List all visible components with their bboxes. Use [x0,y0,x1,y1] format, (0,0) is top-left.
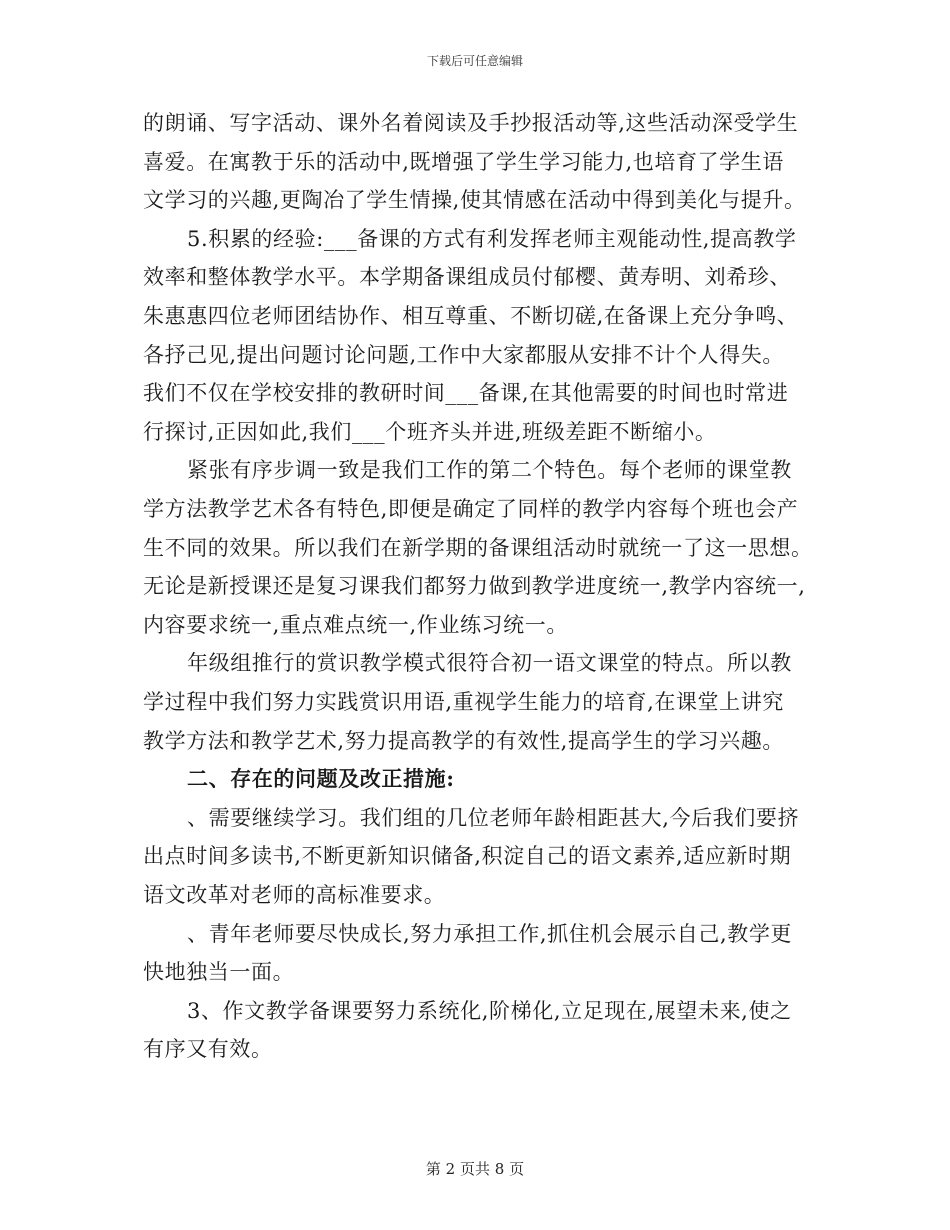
text-line: 年级组推行的赏识教学模式很符合初一语文课堂的特点。所以教 [187,651,792,676]
text-line: 朱惠惠四位老师团结协作、相互尊重、不断切磋,在备课上充分争鸣、 [143,304,799,328]
text-line: 行探讨,正因如此,我们___个班齐头并进,班级差距不断缩小。 [143,419,717,444]
text-line: 、青年老师要尽快成长,努力承担工作,抓住机会展示自己,教学更 [187,921,793,946]
text-line: 学方法教学艺术各有特色,即便是确定了同样的教学内容每个班也会产 [143,497,799,521]
text-line: 有序又有效。 [143,1037,273,1062]
text-line: 内容要求统一,重点难点统一,作业练习统一。 [143,612,568,637]
text-line: 喜爱。在寓教于乐的活动中,既增强了学生学习能力,也培育了学生语 [143,149,784,174]
text-line: 我们不仅在学校安排的教研时间___备课,在其他需要的时间也时常进 [143,381,789,406]
text-line: 、需要继续学习。我们组的几位老师年龄相距甚大,今后我们要挤 [187,805,800,830]
text-line: 快地独当一面。 [143,960,295,985]
text-line: 效率和整体教学水平。本学期备课组成员付郁樱、黄寿明、刘希珍、 [143,265,791,290]
page-header: 下载后可任意编辑 [426,54,523,68]
text-line: 教学方法和教学艺术,努力提高教学的有效性,提高学生的学习兴趣。 [143,728,784,753]
text-line: 出点时间多读书,不断更新知识储备,积淀自己的语文素养,适应新时期 [143,844,792,869]
text-line: 语文改革对老师的高标准要求。 [143,883,446,907]
text-line: 各抒己见,提出问题讨论问题,工作中大家都服从安排不计个人得失。 [143,342,784,367]
text-line: 3、作文教学备课要努力系统化,阶梯化,立足现在,展望未来,使之 [187,998,792,1023]
text-line: 生不同的效果。所以我们在新学期的备课组活动时就统一了这一思想。 [143,535,813,560]
text-line: 文学习的兴趣,更陶冶了学生情操,使其情感在活动中得到美化与提升。 [143,188,806,213]
text-line: 的朗诵、写字活动、课外名着阅读及手抄报活动等,这些活动深受学生 [143,111,799,135]
page-footer: 第 2 页共 8 页 [425,1160,525,1178]
text-line: 紧张有序步调一致是我们工作的第二个特色。每个老师的课堂教 [187,458,792,483]
text-line: 5.积累的经验:___备课的方式有利发挥老师主观能动性,提高教学 [187,226,797,251]
text-line: 无论是新授课还是复习课我们都努力做到教学进度统一,教学内容统一, [143,574,806,599]
text-line: 学过程中我们努力实践赏识用语,重视学生能力的培育,在课堂上讲究 [143,690,784,714]
section-heading: 二、存在的问题及改正措施: [187,766,455,792]
